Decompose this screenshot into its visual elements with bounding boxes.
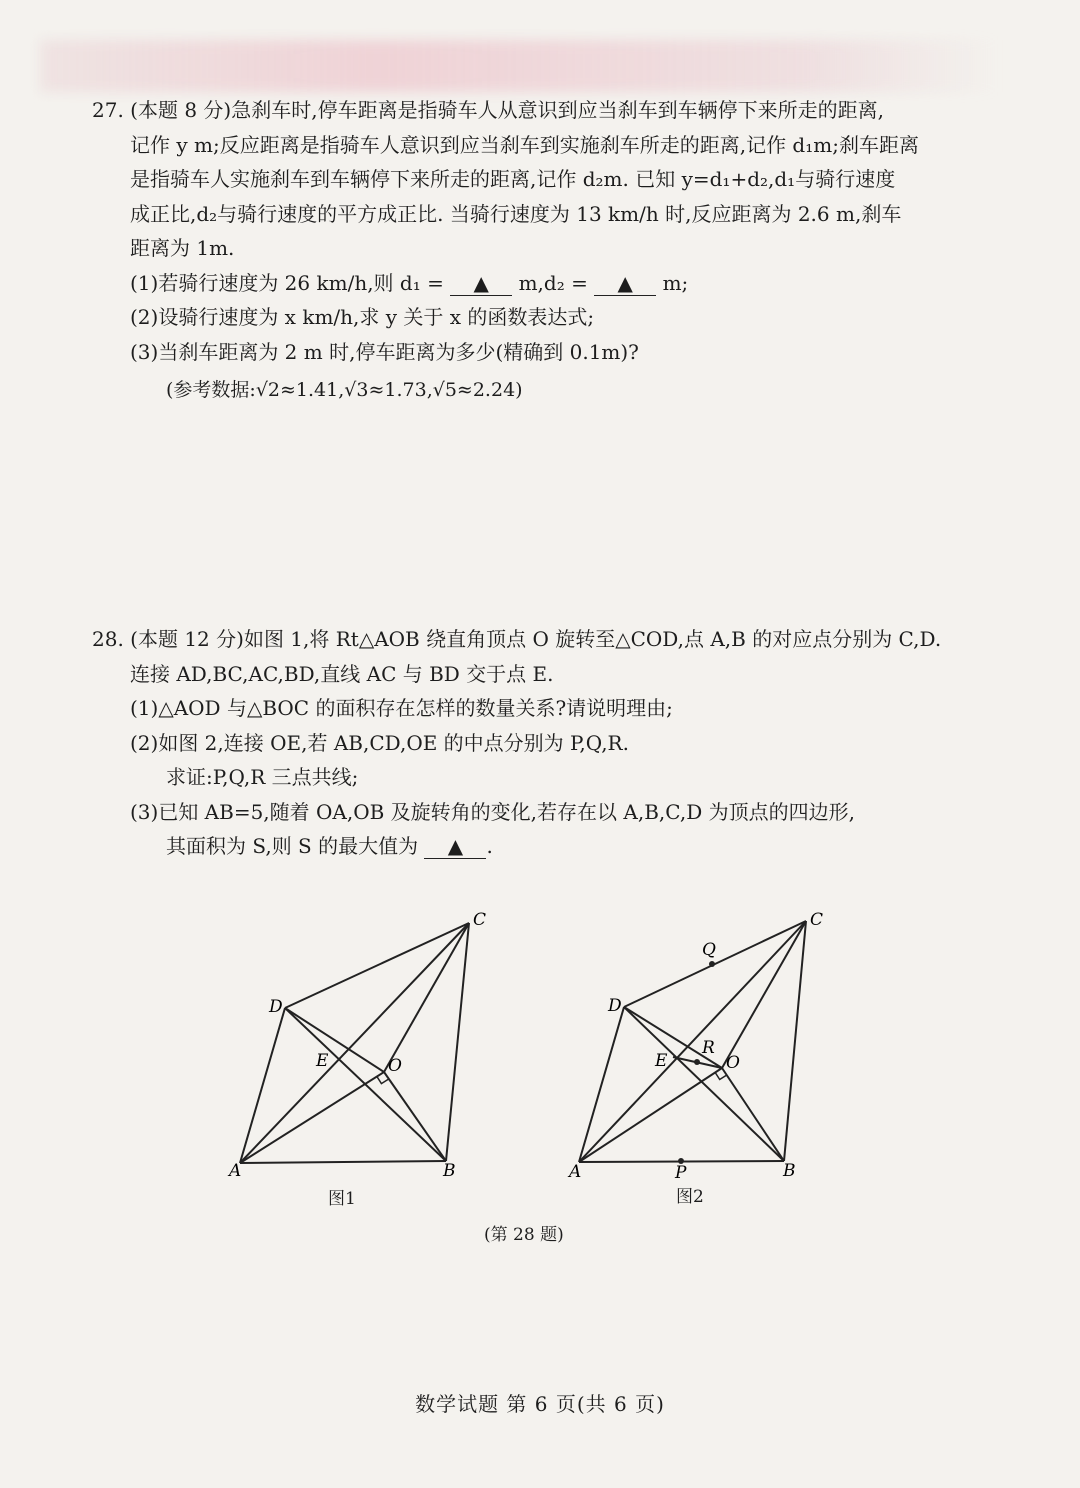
- question-28: [92, 622, 972, 864]
- segment-dc: [285, 923, 469, 1008]
- figure-2-caption: 图2: [676, 1187, 704, 1207]
- label-e: E: [655, 1051, 668, 1071]
- figure-1-lines: [240, 923, 469, 1163]
- segment-bo: [722, 1068, 784, 1161]
- label-r: R: [702, 1038, 715, 1058]
- subquestion-text: (1)若骑行速度为 26 km/h,则 d₁ =: [130, 270, 444, 295]
- header-smudge: [40, 40, 1000, 92]
- label-o: O: [726, 1053, 740, 1073]
- question-text-line: 连接 AD,BC,AC,BD,直线 AC 与 BD 交于点 E.: [130, 661, 554, 686]
- question-text-line: 是指骑车人实施刹车到车辆停下来所走的距离,记作 d₂m. 已知 y=d₁+d₂,d₁与骑行速度: [130, 167, 896, 191]
- answer-blank: ▲: [594, 271, 656, 296]
- figure-2: [560, 900, 840, 1190]
- question-27: [92, 93, 972, 408]
- label-o: O: [388, 1056, 402, 1076]
- segment-bo: [384, 1072, 446, 1161]
- segment-cb: [784, 921, 806, 1161]
- question-number: 27.: [92, 98, 124, 122]
- label-e: E: [316, 1051, 329, 1071]
- question-number: 28.: [92, 627, 124, 651]
- figure-1: [200, 900, 520, 1190]
- subquestion-3-answer: [92, 829, 972, 864]
- point-q: [709, 961, 715, 967]
- label-c: C: [810, 910, 824, 930]
- subquestion-3: (3)当刹车距离为 2 m 时,停车距离为多少(精确到 0.1m)?: [130, 339, 639, 364]
- question-text-line: (本题 12 分)如图 1,将 Rt△AOB 绕直角顶点 O 旋转至△COD,点 A,B 的对应点分别为 C,D.: [130, 627, 942, 651]
- label-b: B: [443, 1161, 456, 1181]
- segment-ab: [240, 1161, 446, 1163]
- label-b: B: [783, 1161, 796, 1181]
- label-a: A: [569, 1162, 582, 1182]
- figure-2-lines: [579, 921, 806, 1162]
- figures-caption: (第 28 题): [484, 1225, 564, 1245]
- subquestion-2-proof: 求证:P,Q,R 三点共线;: [166, 765, 359, 789]
- answer-blank: ▲: [424, 834, 486, 859]
- subquestion-text: .: [486, 834, 493, 858]
- figure-1-caption: 图1: [328, 1189, 356, 1209]
- subquestion-2: (2)如图 2,连接 OE,若 AB,CD,OE 的中点分别为 P,Q,R.: [130, 730, 629, 755]
- subquestion-1: [92, 266, 972, 301]
- answer-blank: ▲: [450, 271, 512, 296]
- label-q: Q: [702, 940, 716, 960]
- subquestion-1: (1)△AOD 与△BOC 的面积存在怎样的数量关系?请说明理由;: [130, 696, 673, 720]
- question-text-line: 距离为 1m.: [130, 236, 235, 260]
- segment-co: [722, 921, 806, 1068]
- question-text-line: 记作 y m;反应距离是指骑车人意识到应当刹车到实施刹车所走的距离,记作 d₁m;刹车距离: [130, 132, 919, 157]
- subquestion-3: (3)已知 AB=5,随着 OA,OB 及旋转角的变化,若存在以 A,B,C,D 为顶点的四边形,: [130, 799, 855, 824]
- question-text-line: (本题 8 分)急刹车时,停车距离是指骑车人从意识到应当刹车到车辆停下来所走的距离,: [130, 98, 884, 122]
- segment-do: [285, 1008, 384, 1072]
- label-d: D: [608, 996, 622, 1016]
- question-text-line: 成正比,d₂与骑行速度的平方成正比. 当骑行速度为 13 km/h 时,反应距离为 2.6 m,刹车: [130, 201, 902, 226]
- subquestion-text: m;: [662, 270, 689, 295]
- subquestion-2: (2)设骑行速度为 x km/h,求 y 关于 x 的函数表达式;: [130, 305, 595, 329]
- label-d: D: [269, 997, 283, 1017]
- page-footer: 数学试题 第 6 页(共 6 页): [415, 1392, 665, 1416]
- label-a: A: [229, 1161, 242, 1181]
- reference-data: (参考数据:√2≈1.41,√3≈1.73,√5≈2.24): [166, 379, 523, 401]
- segment-ao: [579, 1068, 722, 1162]
- label-c: C: [473, 910, 487, 930]
- subquestion-text: 其面积为 S,则 S 的最大值为: [166, 834, 419, 858]
- label-p: P: [675, 1163, 687, 1183]
- subquestion-text: m,d₂ =: [518, 270, 588, 295]
- point-r: [694, 1059, 700, 1065]
